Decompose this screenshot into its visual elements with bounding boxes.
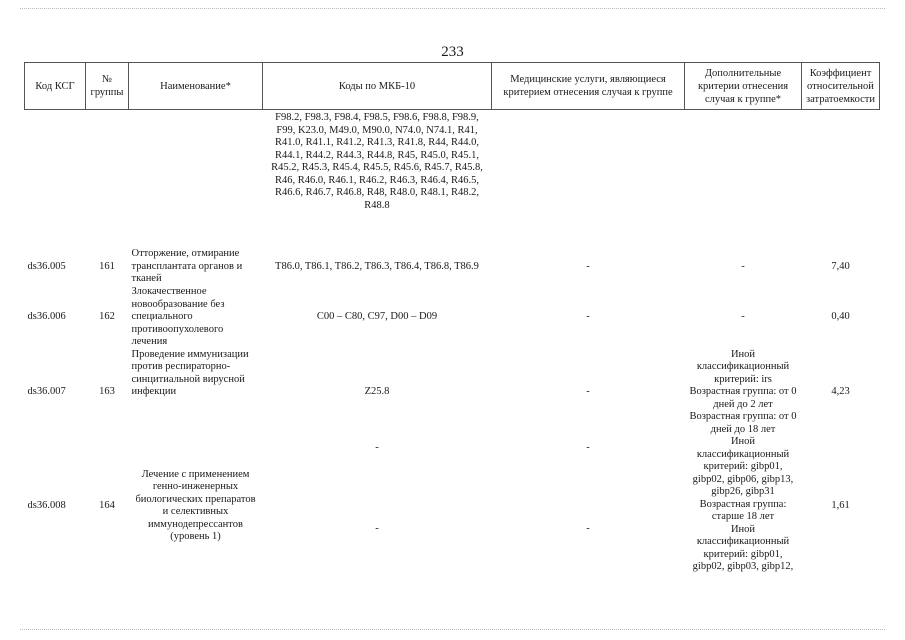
header-row (25, 63, 880, 110)
row-mkb: T86.0, T86.1, T86.2, T86.3, T86.4, T86.8, T86.9 (275, 260, 479, 272)
row-group: 163 (99, 386, 115, 397)
row-services: - (586, 386, 590, 397)
header-group-no: № группы (86, 63, 129, 110)
header-coef: Коэффициент относительной затратоемкости (802, 63, 880, 110)
row-services: - (586, 311, 590, 322)
top-scan-edge (20, 8, 885, 9)
header-code: Код КСГ (25, 63, 86, 110)
row-code: ds36.008 (27, 499, 66, 511)
row-coef: 1,61 (831, 499, 850, 511)
row-code: ds36.006 (27, 311, 66, 322)
row-mkb: Z25.8 (364, 386, 390, 397)
row-name: Отторжение, отмирание трансплантата органов и тканей (131, 248, 243, 285)
header-services: Медицинские услуги, являющиеся критерием отнесения случая к группе (492, 63, 685, 110)
row-name: Лечение с применением генно-инженерных биологических препаратов и селективных иммунодепрессантов (уровень 1) (135, 468, 256, 542)
bottom-scan-edge (20, 629, 885, 630)
table-row (25, 286, 880, 349)
row-coef: 7,40 (831, 260, 850, 272)
row-group: 164 (99, 499, 115, 511)
row-group: 161 (99, 260, 115, 272)
row-criteria: Иной классификационный критерий: irs Возрастная группа: от 0 дней до 2 лет Возрастная группа: от 0 дней до 18 лет (689, 348, 797, 435)
row-mkb-b: - (375, 522, 379, 534)
row-name: Злокачественное новообразование без специального противоопухолевого лечения (131, 286, 225, 347)
row-criteria: - (741, 311, 745, 322)
row-criteria-a: Иной классификационный критерий: gibp01, gibp02, gibp06, gibp13, gibp26, gibp31 Возрастная группа: старше 18 лет (692, 436, 794, 522)
row-coef: 4,23 (831, 386, 850, 397)
page-number: 233 (441, 44, 464, 60)
row-criteria: - (741, 260, 745, 272)
header-mkb: Коды по МКБ-10 (263, 63, 492, 110)
table-row (25, 436, 880, 576)
row-services-b: - (586, 522, 590, 534)
table-row (25, 349, 880, 437)
row-code: ds36.005 (27, 260, 66, 272)
row-mkb-a: - (375, 442, 379, 453)
table-row (25, 248, 880, 286)
row-code: ds36.007 (27, 386, 66, 397)
row-services-a: - (586, 442, 590, 453)
continuation-mkb-cell: F98.2, F98.3, F98.4, F98.5, F98.6, F98.8, F98.9, F99, K23.0, M49.0, M90.0, N74.0, N74.1, R41, R41.0, R41.1, R41.2, R41.3, R41.8, R44, R44.0, R44.1, R44.2, R44.3, R44.8, R45, R45.0, R45.1, R45.2, R45.3, R45.4, R45.5, R45.6, R45.7, R45.8, R46, R46.0, R46.1, R46.2, R46.3, R46.4, R46.5, R46.6, R46.7, R46.8, R48, R48.0, R48.1, R48.2, R48.8 (271, 112, 483, 211)
table-row (25, 110, 880, 213)
row-criteria-b: Иной классификационный критерий: gibp01, gibp02, gibp03, gibp12, (692, 523, 794, 572)
row-services: - (586, 260, 590, 272)
header-name: Наименование* (129, 63, 263, 110)
header-criteria: Дополнительные критерии отнесения случая к группе* (685, 63, 802, 110)
row-mkb: C00 – C80, C97, D00 – D09 (316, 311, 438, 322)
row-name: Проведение иммунизации против респираторно-синцитиальной вирусной инфекции (131, 348, 249, 397)
row-coef: 0,40 (831, 311, 850, 322)
ksg-table (24, 62, 880, 576)
row-group: 162 (99, 311, 115, 322)
